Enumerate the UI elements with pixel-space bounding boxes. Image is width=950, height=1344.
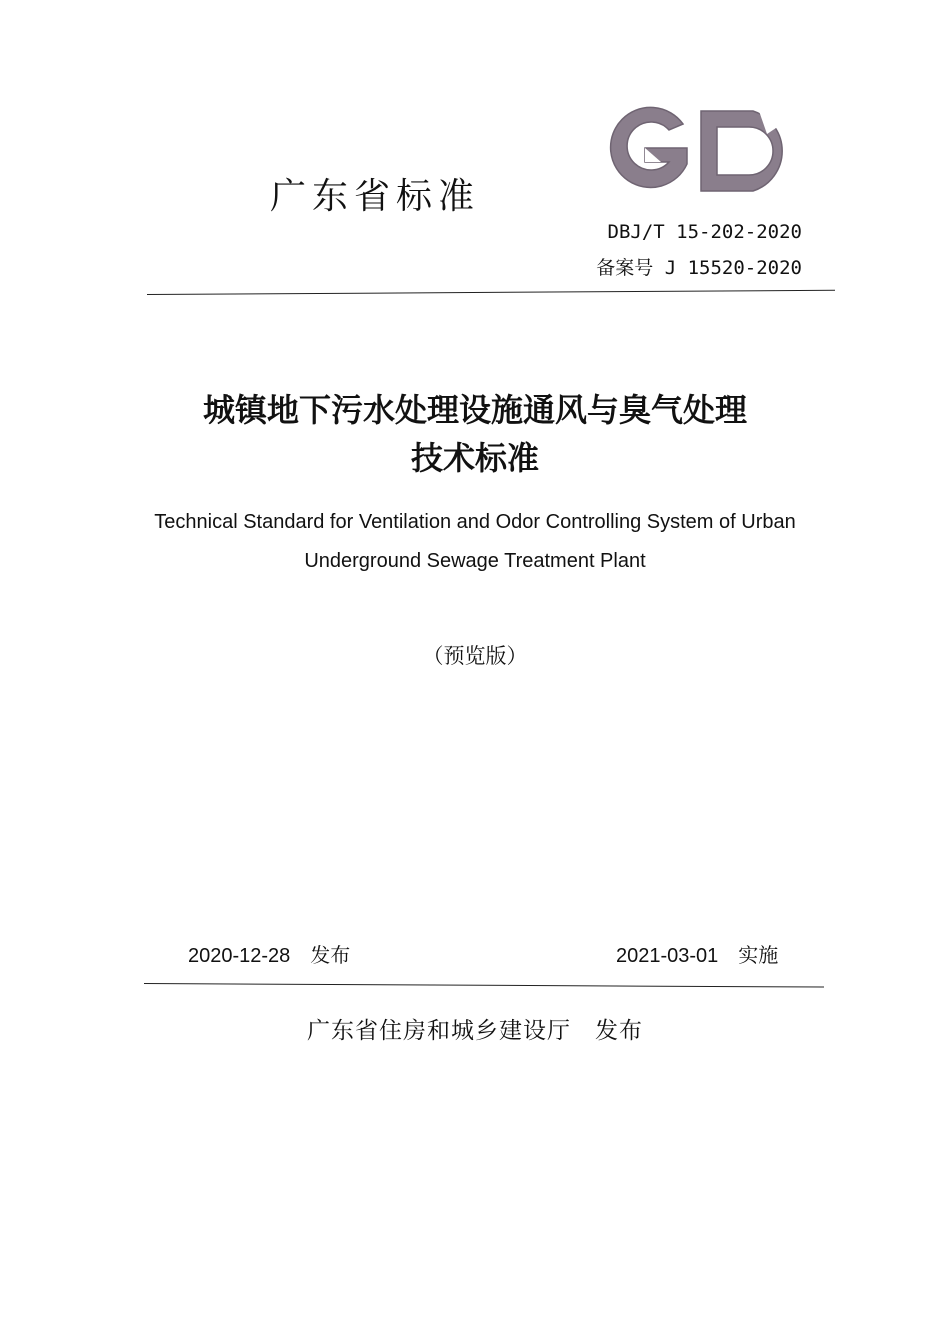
implement-date: 2021-03-01 实施 xyxy=(616,945,779,967)
top-divider xyxy=(147,290,835,295)
standard-number: DBJ/T 15-202-2020 xyxy=(607,221,802,243)
record-number: 备案号 J 15520-2020 xyxy=(596,257,802,279)
edition-note: （预览版） xyxy=(422,644,528,668)
publish-date: 2020-12-28 发布 xyxy=(188,945,351,967)
standard-category: 广东省标准 xyxy=(270,176,481,217)
english-title-line-1: Technical Standard for Ventilation and Odor Controlling System of Urban xyxy=(154,511,796,533)
title-line-1: 城镇地下污水处理设施通风与臭气处理 xyxy=(202,391,747,429)
bottom-divider xyxy=(144,983,824,988)
issuer: 广东省住房和城乡建设厅 发布 xyxy=(307,1018,643,1044)
logo-letter-g xyxy=(611,107,687,187)
gd-logo xyxy=(583,106,805,196)
english-title-line-2: Underground Sewage Treatment Plant xyxy=(304,550,646,572)
title-line-2: 技术标准 xyxy=(410,439,539,477)
